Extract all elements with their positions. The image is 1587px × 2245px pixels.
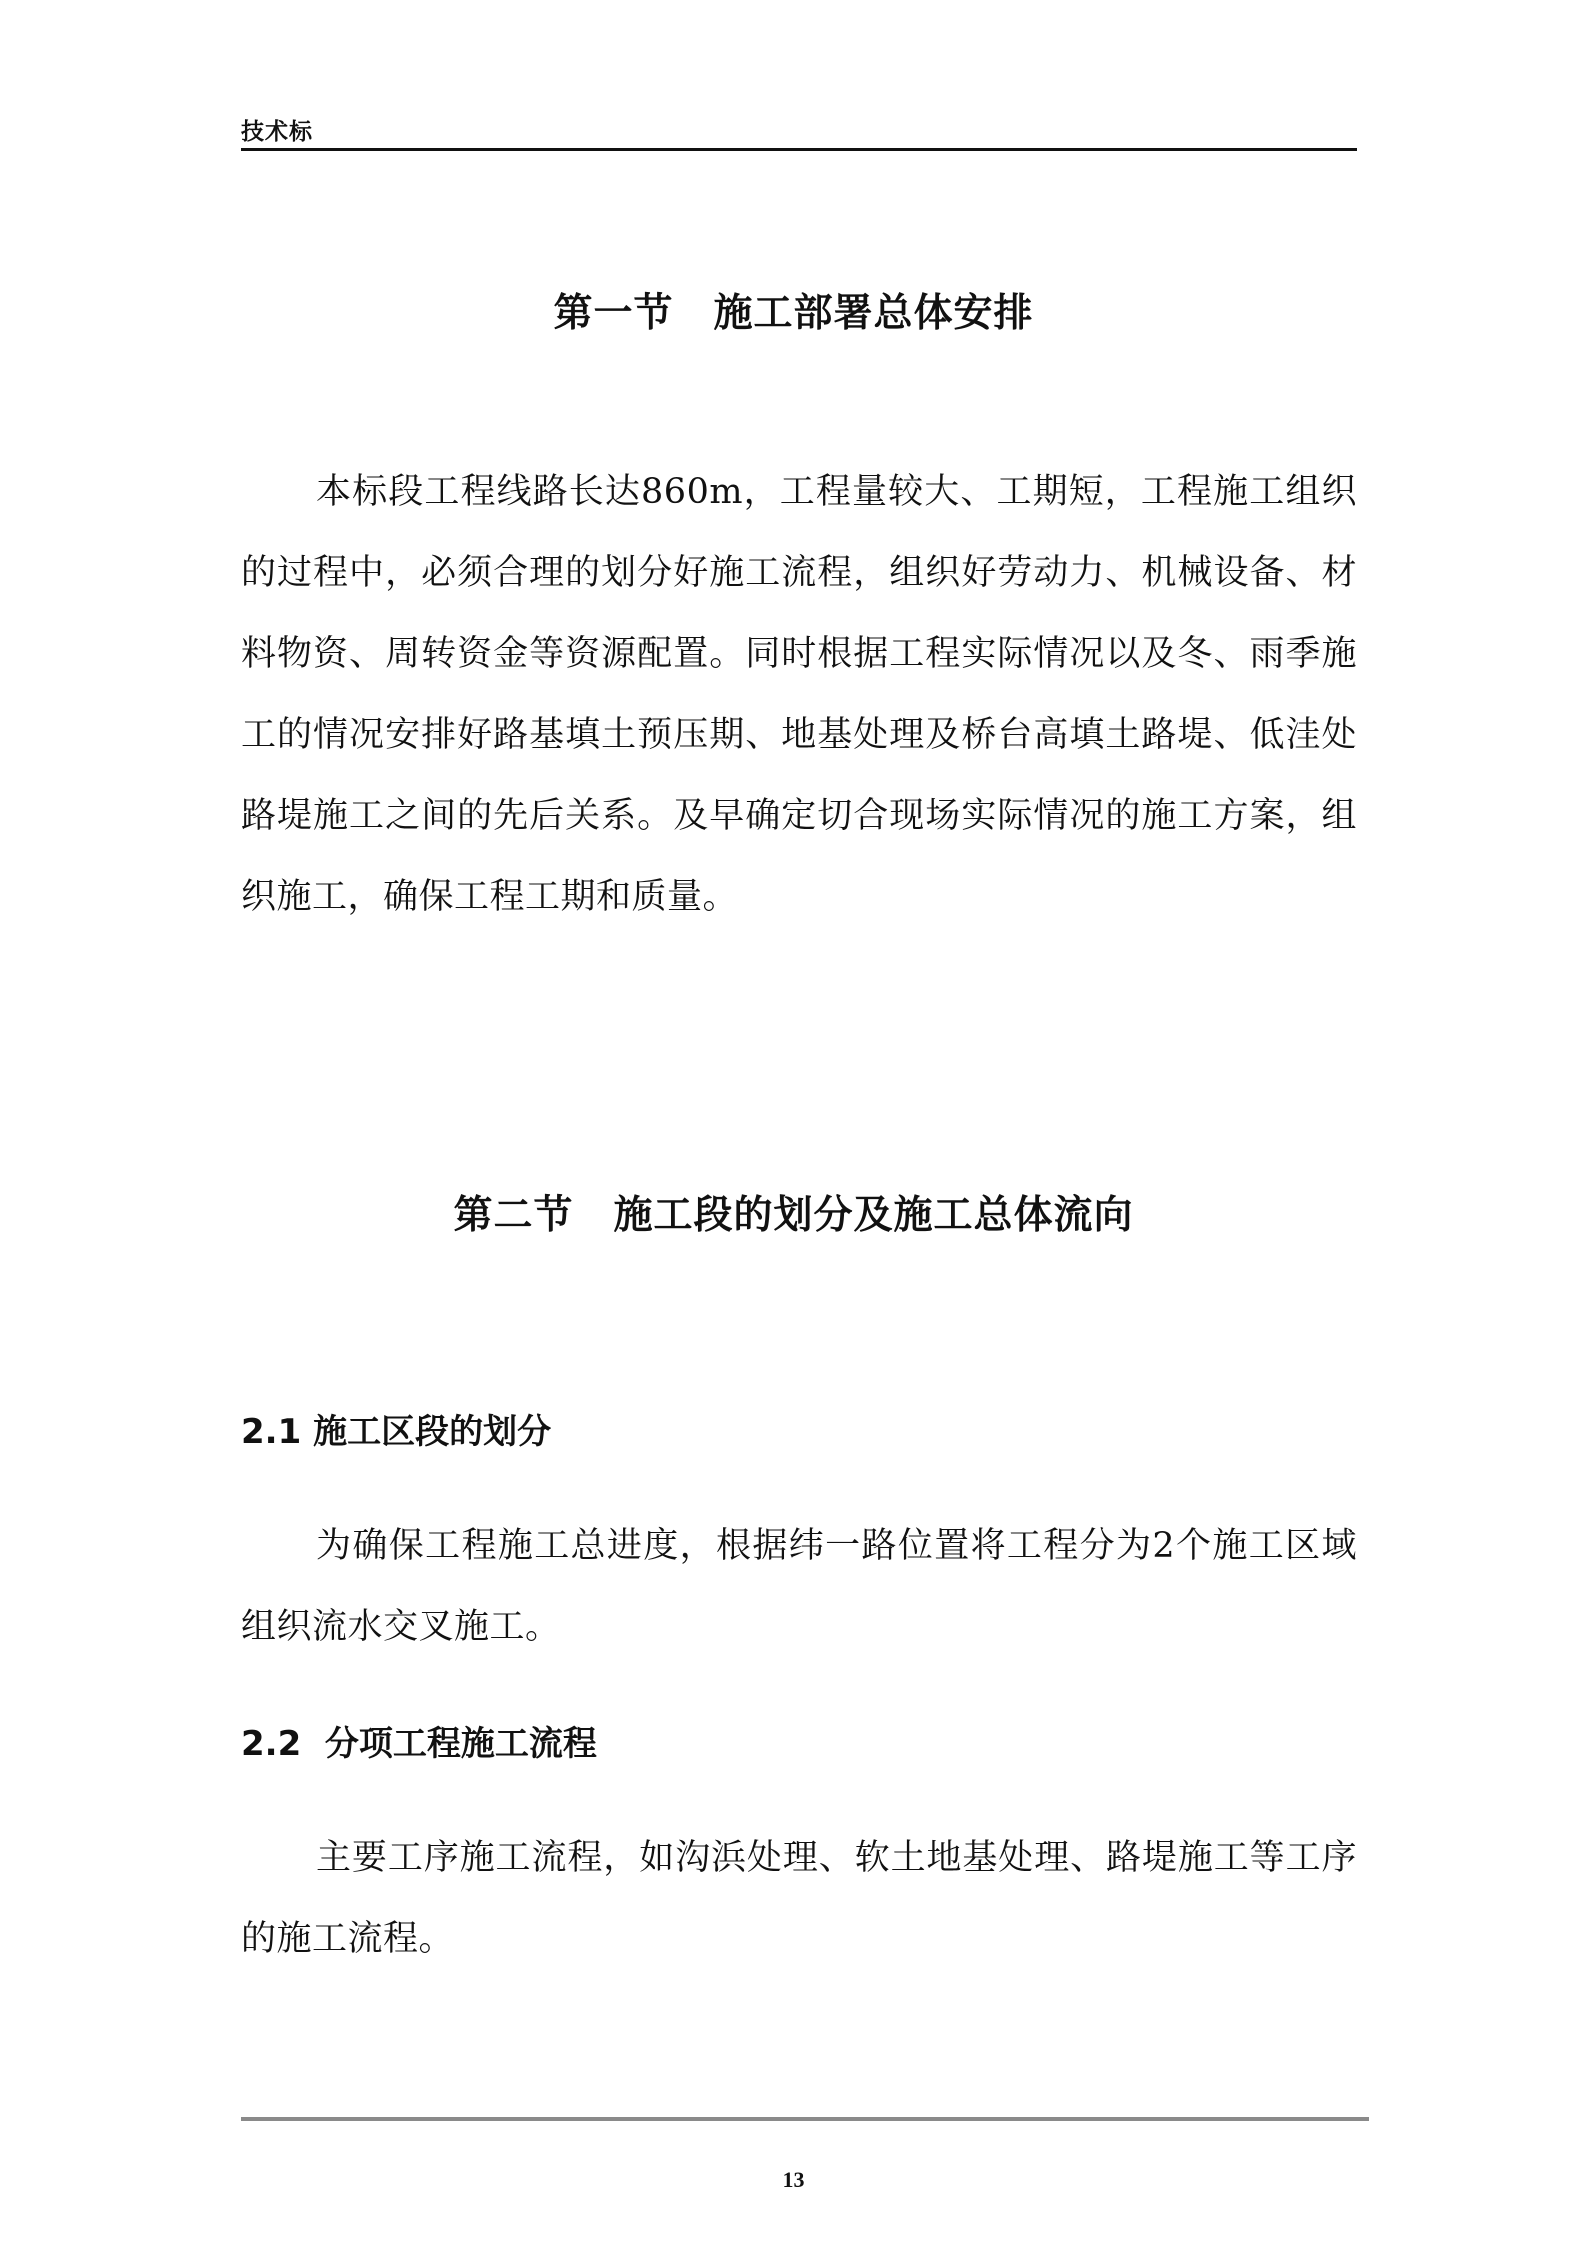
subsection-2-1-paragraph: 为确保工程施工总进度，根据纬一路位置将工程分为2个施工区域组织流水交叉施工。 xyxy=(241,1526,1357,1647)
section-1-title: 第一节 施工部署总体安排 xyxy=(553,291,1034,336)
page-number: 13 xyxy=(782,2167,805,2192)
footer-divider xyxy=(241,2117,1369,2121)
subsection-2-2-paragraph: 主要工序施工流程，如沟浜处理、软土地基处理、路堤施工等工序的施工流程。 xyxy=(241,1838,1357,1959)
section-2-title: 第二节 施工段的划分及施工总体流向 xyxy=(453,1193,1134,1238)
section-1-paragraph: 本标段工程线路长达860m，工程量较大、工期短，工程施工组织的过程中，必须合理的划分好施工流程，组织好劳动力、机械设备、材料物资、周转资金等资源配置。同时根据工程实际情况以及冬、雨季施工的情况安排好路基填土预压期、地基处理及桥台高填土路堤、低洼处路堤施工之间的先后关系。及早确定切合现场实际情况的施工方案，组织施工，确保工程工期和质量。 xyxy=(241,472,1357,917)
subsection-2-2-heading: 2.2 分项工程施工流程 xyxy=(241,1724,597,1764)
page-header-text: 技术标 xyxy=(241,119,313,145)
subsection-2-1-heading: 2.1 施工区段的划分 xyxy=(241,1412,552,1452)
header-divider xyxy=(241,148,1357,151)
